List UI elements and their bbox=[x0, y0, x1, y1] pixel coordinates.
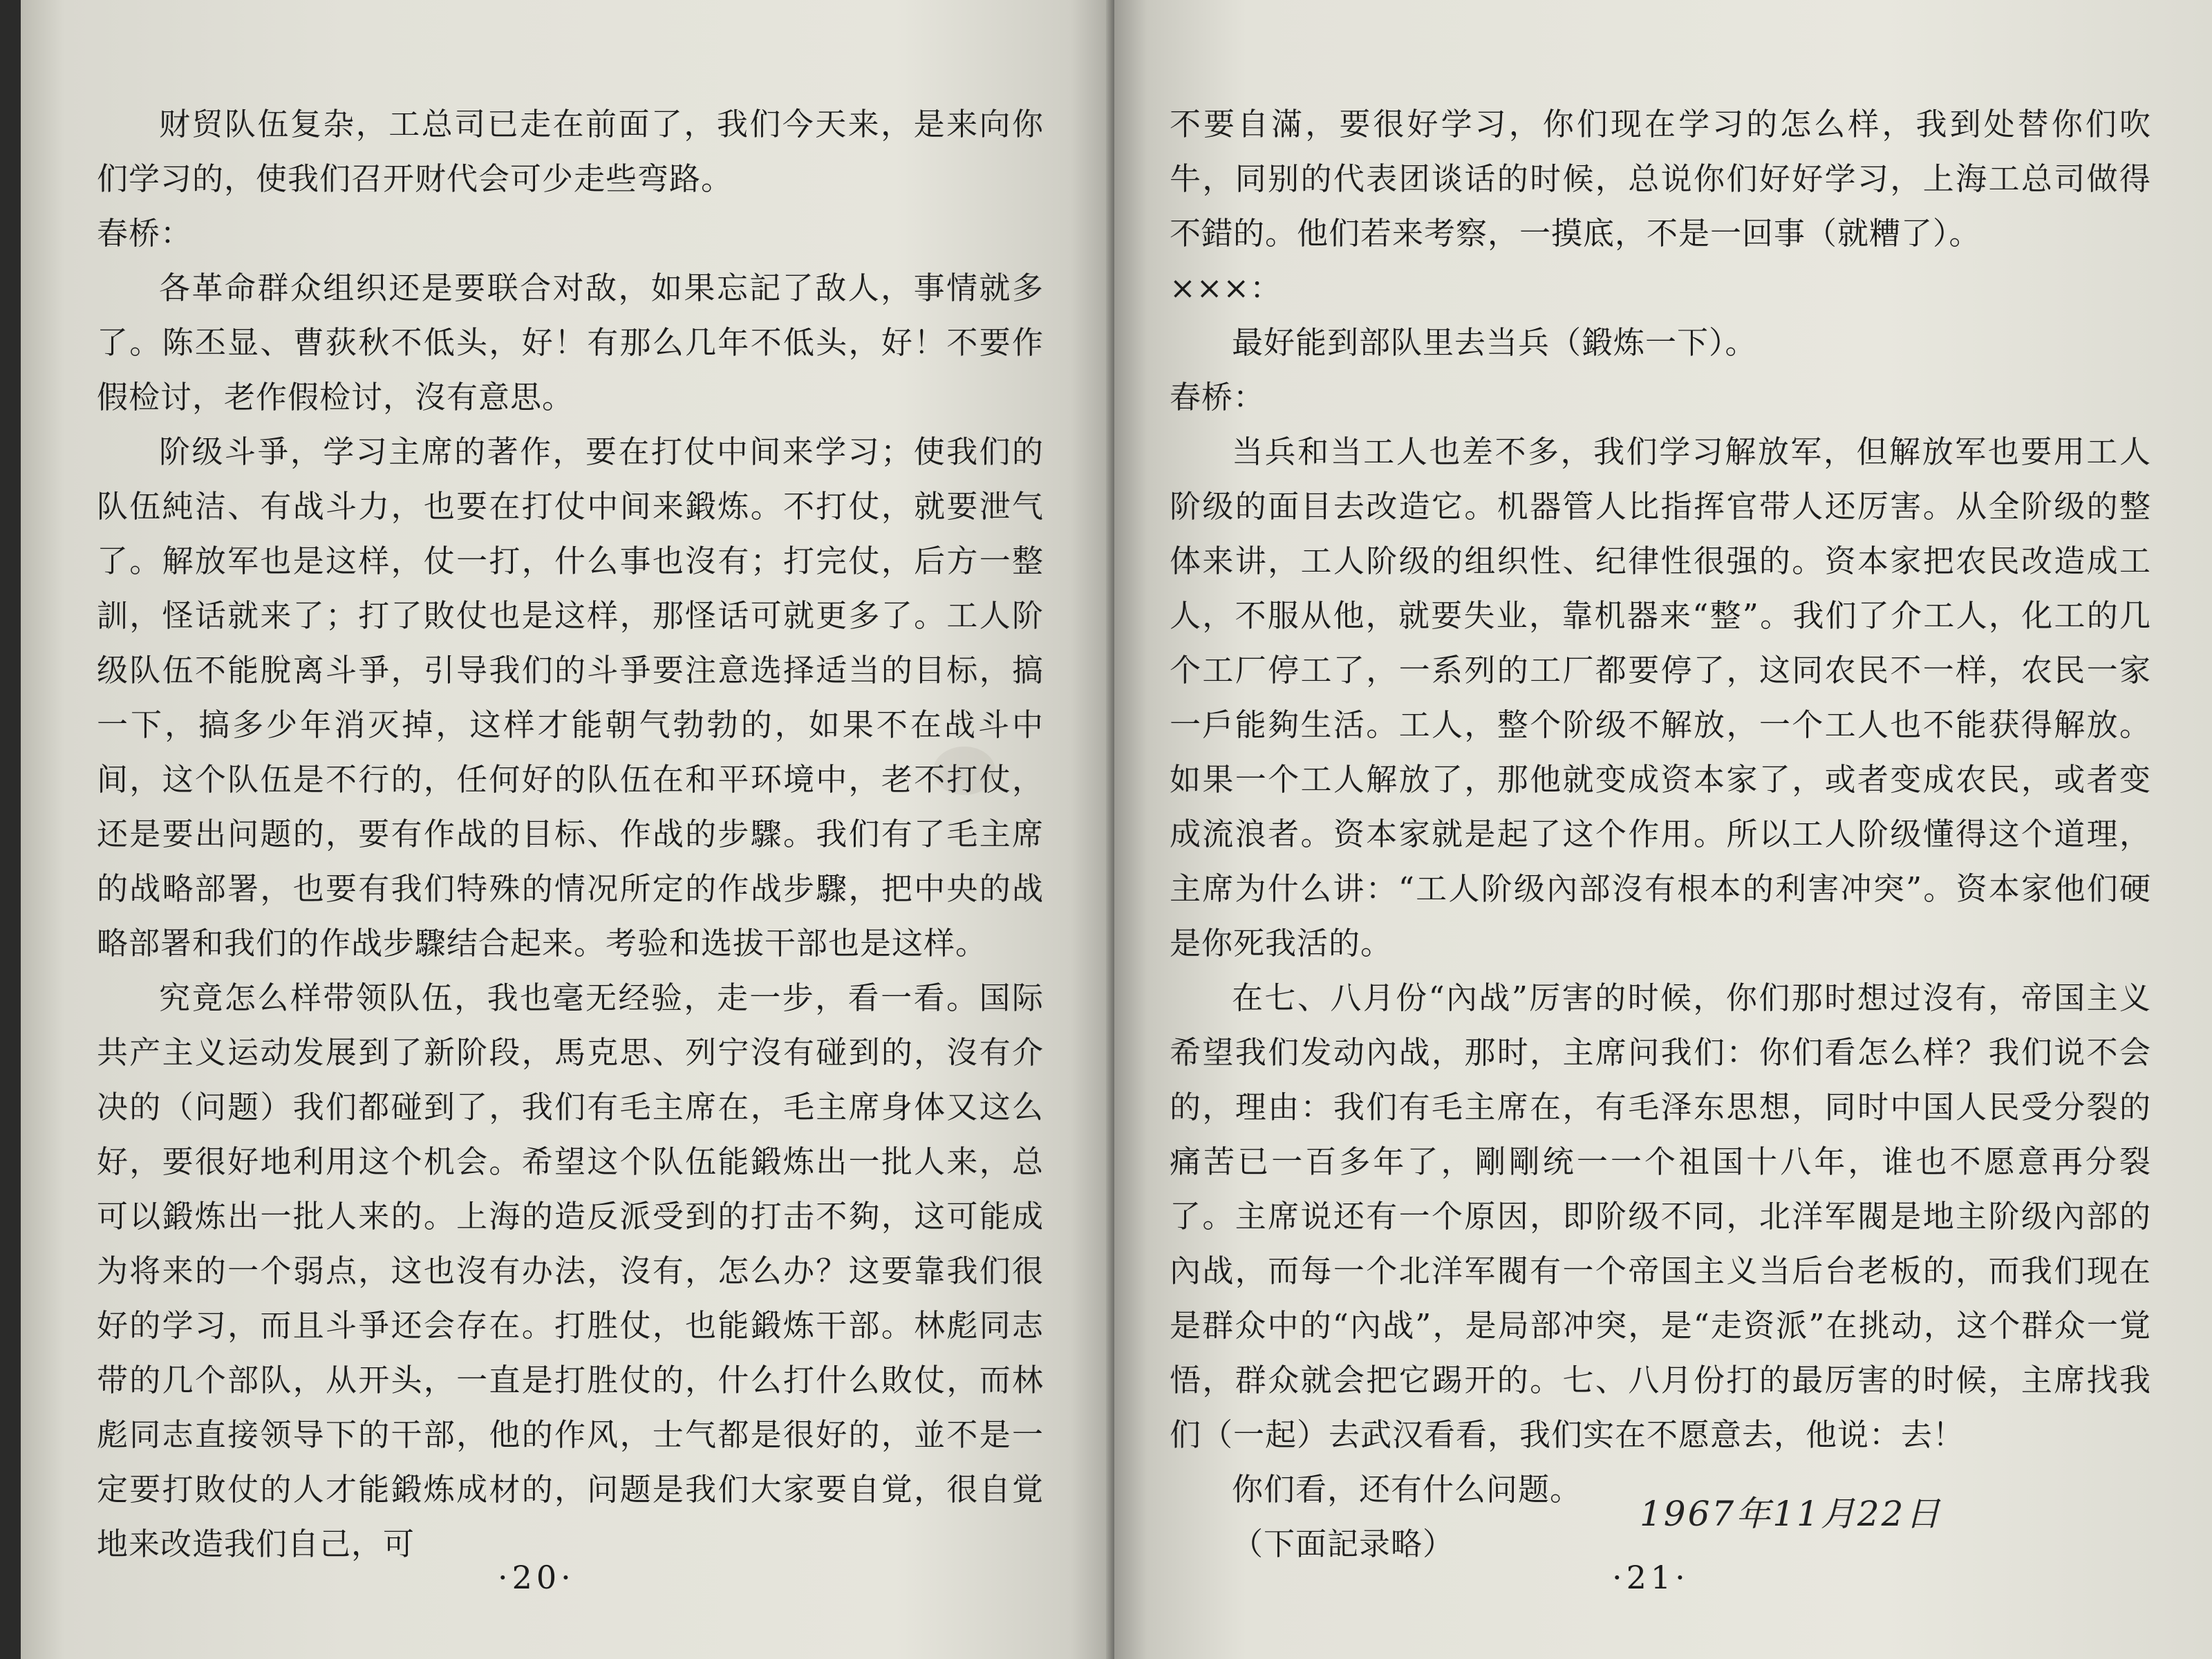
right-page bbox=[1114, 0, 2212, 1659]
speaker-label: ×××： bbox=[1170, 270, 1282, 306]
closing-note: （下面記录略） bbox=[1232, 1526, 1455, 1562]
right-page-text bbox=[1170, 97, 2151, 1571]
handwritten-date: 1967年11月22日 bbox=[1640, 1494, 1942, 1534]
page-number: ·20· bbox=[498, 1559, 575, 1596]
speaker-label: 春桥： bbox=[1170, 379, 1266, 415]
paragraph: 你们看，还有什么问题。 bbox=[1232, 1471, 1582, 1508]
paragraph: 当兵和当工人也差不多，我们学习解放军，但解放军也要用工人阶级的面目去改造它。机器管人比指挥官带人还厉害。从全阶级的整体来讲，工人阶级的组织性、纪律性很强的。资本家把农民改造成工人，不服从他，就要失业，靠机器来“整”。我们了介工人，化工的几个工厂停工了，一系列的工厂都要停了，这同农民不一样，农民一家一戶能夠生活。工人，整个阶级不解放，一个工人也不能获得解放。如果一个工人解放了，那他就变成资本家了，或者变成农民，或者变成流浪者。资本家就是起了这个作用。所以工人阶级懂得这个道理，主席为什么讲：“工人阶级內部沒有根本的利害冲突”。资本家他们硬是你死我活的。 bbox=[1170, 433, 2151, 962]
left-page bbox=[21, 0, 1114, 1659]
paragraph: 不要自滿，要很好学习，你们现在学习的怎么样，我到处替你们吹牛，同别的代表团谈话的时候，总说你们好好学习，上海工总司做得不錯的。他们若来考察，一摸底，不是一回事（就糟了）。 bbox=[1170, 106, 2151, 252]
paragraph: 究竟怎么样带领队伍，我也毫无经验，走一步，看一看。国际共产主义运动发展到了新阶段，馬克思、列宁沒有碰到的，沒有介决的（问题）我们都碰到了，我们有毛主席在，毛主席身体又这么好，要很好地利用这个机会。希望这个队伍能鍛炼出一批人来，总可以鍛炼出一批人来的。上海的造反派受到的打击不夠，这可能成为将来的一个弱点，这也沒有办法，沒有，怎么办？这要靠我们很好的学习，而且斗爭还会存在。打胜仗，也能鍛炼干部。林彪同志带的几个部队，从开头，一直是打胜仗的，什么打什么敗仗，而林彪同志直接领导下的干部，他的作风，士气都是很好的，並不是一定要打敗仗的人才能鍛炼成材的，问题是我们大家要自覚，很自覚地来改造我们自己，可 bbox=[97, 980, 1044, 1562]
paragraph: 财贸队伍复杂，工总司已走在前面了，我们今天来，是来向你们学习的，使我们召开财代会可少走些弯路。 bbox=[97, 106, 1044, 197]
left-page-text bbox=[97, 97, 1044, 1571]
paragraph: 阶级斗爭，学习主席的著作，要在打仗中间来学习；使我们的队伍純洁、有战斗力，也要在打仗中间来鍛炼。不打仗，就要泄气了。解放军也是这样，仗一打，什么事也沒有；打完仗，后方一整訓，怪话就来了；打了敗仗也是这样，那怪话可就更多了。工人阶级队伍不能脫离斗爭，引导我们的斗爭要注意选择适当的目标，搞一下，搞多少年消灭掉，这样才能朝气勃勃的，如果不在战斗中间，这个队伍是不行的，任何好的队伍在和平环境中，老不打仗，还是要出问题的，要有作战的目标、作战的步驟。我们有了毛主席的战略部署，也要有我们特殊的情况所定的作战步驟，把中央的战略部署和我们的作战步驟结合起来。考验和选拔干部也是这样。 bbox=[97, 433, 1044, 962]
paragraph: 最好能到部队里去当兵（鍛炼一下）。 bbox=[1232, 324, 1757, 361]
speaker-label: 春桥： bbox=[97, 215, 193, 252]
paragraph: 各革命群众组织还是要联合对敌，如果忘記了敌人，事情就多了。陈丕显、曹荻秋不低头，好！有那么几年不低头，好！不要作假检讨，老作假检讨，沒有意思。 bbox=[97, 270, 1044, 415]
page-number: ·21· bbox=[1612, 1559, 1689, 1596]
paragraph: 在七、八月份“內战”厉害的时候，你们那时想过沒有，帝国主义希望我们发动內战，那时，主席问我们：你们看怎么样？我们说不会的，理由：我们有毛主席在，有毛泽东思想，同时中国人民受分裂的痛苦已一百多年了，剛剛统一一个祖国十八年，谁也不愿意再分裂了。主席说还有一个原因，即阶级不同，北洋军閥是地主阶级內部的內战，而每一个北洋军閥有一个帝国主义当后台老板的，而我们现在是群众中的“內战”，是局部冲突，是“走资派”在挑动，这个群众一覚悟，群众就会把它踢开的。七、八月份打的最厉害的时候，主席找我们（一起）去武汉看看，我们实在不愿意去，他说：去！ bbox=[1170, 980, 2151, 1453]
